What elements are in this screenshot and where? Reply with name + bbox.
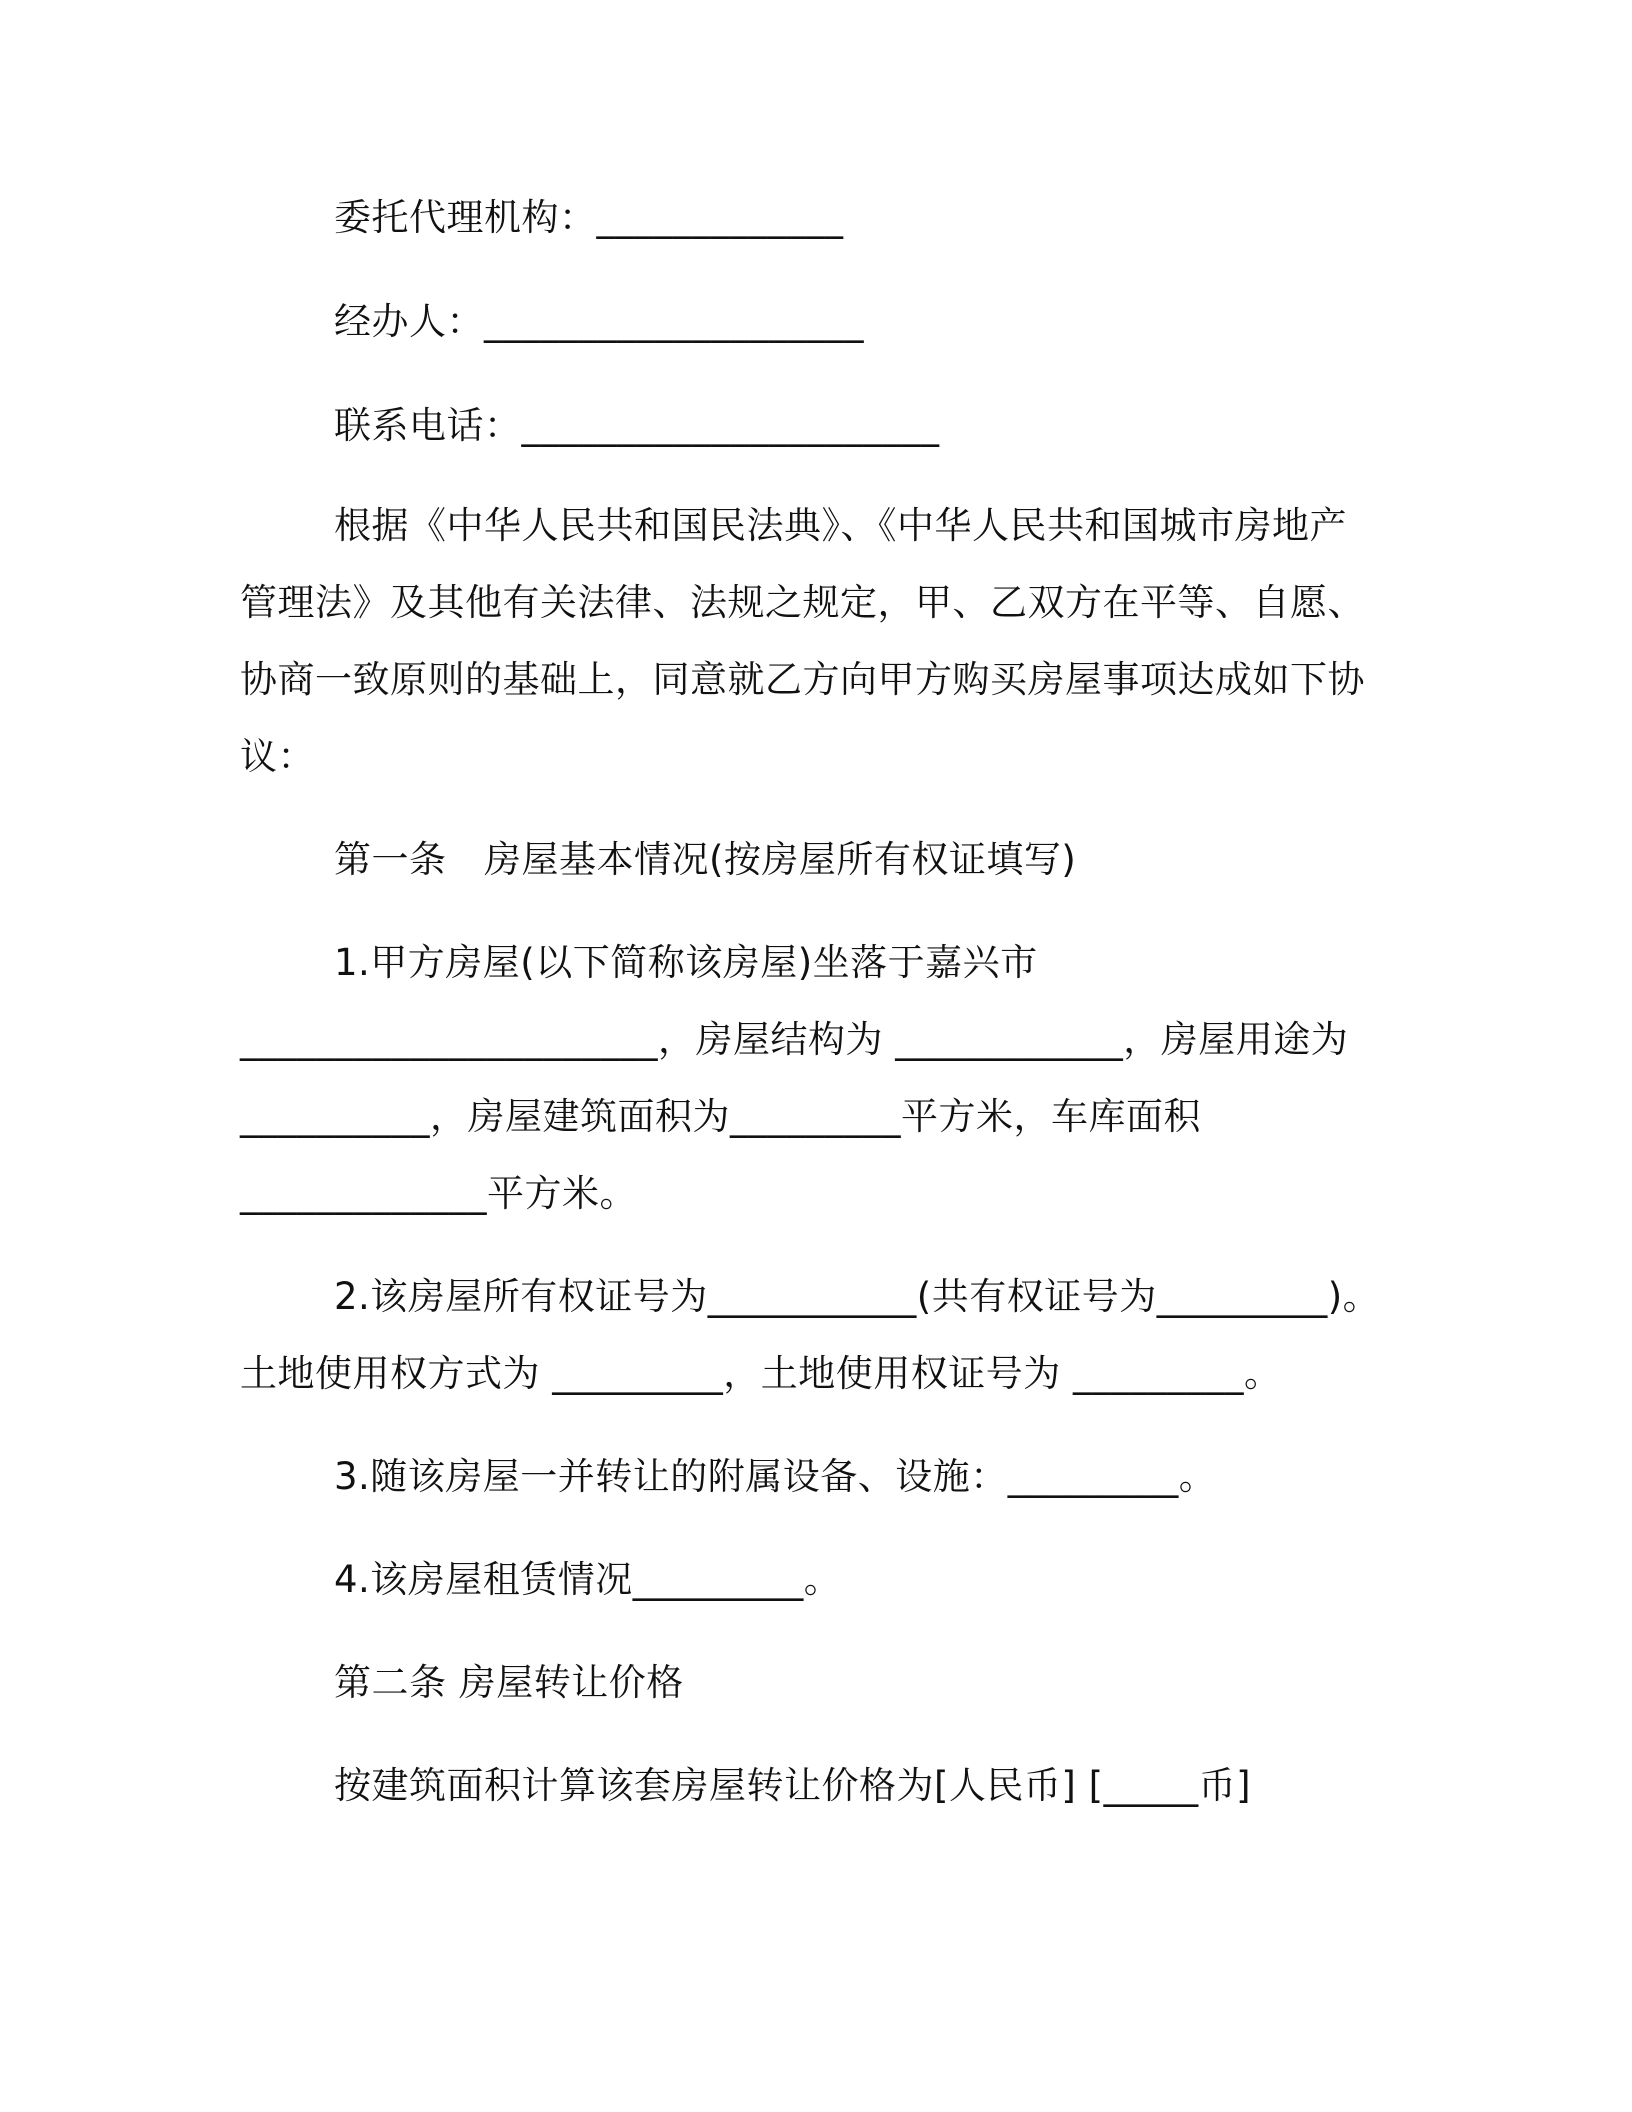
clause-1-line-3: __________，房屋建筑面积为_________平方米，车库面积	[240, 1095, 1201, 1138]
clause-4: 4.该房屋租赁情况_________。	[334, 1558, 842, 1601]
preamble-line-2: 管理法》及其他有关法律、法规之规定，甲、乙双方在平等、自愿、	[240, 581, 1365, 624]
preamble-line-1: 根据《中华人民共和国民法典》、《中华人民共和国城市房地产	[334, 504, 1347, 547]
preamble-line-4: 议：	[240, 735, 315, 778]
article-1-heading: 第一条 房屋基本情况(按房屋所有权证填写)	[334, 838, 1077, 881]
clause-1-line-1: 1.甲方房屋(以下简称该房屋)坐落于嘉兴市	[334, 941, 1038, 984]
preamble-line-3: 协商一致原则的基础上，同意就乙方向甲方购买房屋事项达成如下协	[240, 658, 1365, 701]
phone-field: 联系电话：______________________	[334, 404, 940, 447]
agency-field: 委托代理机构：_____________	[334, 196, 844, 239]
clause-3: 3.随该房屋一并转让的附属设备、设施：_________。	[334, 1455, 1217, 1498]
clause-2-line-1: 2.该房屋所有权证号为___________(共有权证号为_________)。	[334, 1275, 1381, 1318]
price-line: 按建筑面积计算该套房屋转让价格为[人民币] [_____币]	[334, 1764, 1252, 1807]
clause-2-line-2: 土地使用权方式为 _________，土地使用权证号为 _________。	[240, 1352, 1282, 1395]
agent-field: 经办人：____________________	[334, 300, 864, 343]
article-2-heading: 第二条 房屋转让价格	[334, 1661, 684, 1704]
clause-1-line-4: _____________平方米。	[240, 1172, 637, 1215]
clause-1-line-2: ______________________，房屋结构为 ____________，房屋用途为	[240, 1018, 1349, 1061]
